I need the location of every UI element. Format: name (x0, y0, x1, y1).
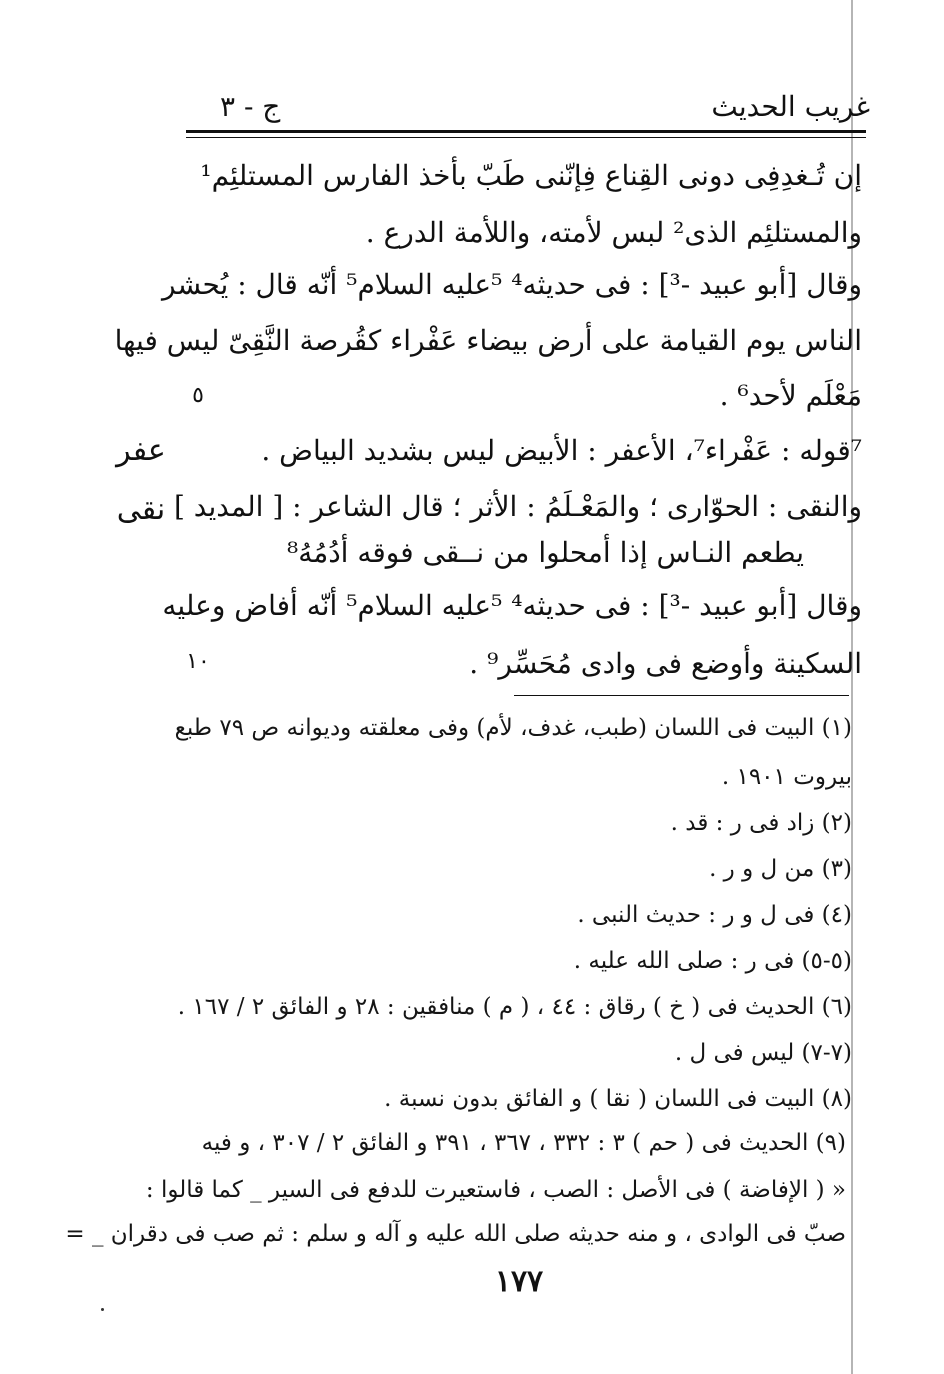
footnote-line-5: (٤) فى ل و ر : حديث النبى . (577, 902, 852, 928)
body-line-10: السكينة وأوضع فى وادى مُحَسِّر⁹ . (469, 647, 862, 680)
footnote-line-1: (١) البيت فى اللسان (طبب، غدف، لأم) وفى معلقته وديوانه ص ٧٩ طبع (174, 715, 852, 741)
footnote-separator (514, 695, 849, 696)
body-line-7: والنقى : الحوّارى ؛ والمَعْـلَمُ : الأثر ؛ قال الشاعر : [ المديد ] (173, 490, 862, 523)
body-line-2: والمستلئِم الذى² لبس لأمته، واللأمة الدرع . (365, 216, 862, 249)
header-thick-rule (186, 130, 866, 133)
footnote-line-2: بيروت ١٩٠١ . (721, 764, 852, 790)
footnote-line-7: (٦) الحديث فى ( خ ) رقاق : ٤٤ ، ( م ) منافقين : ٢٨ و الفائق ٢ / ١٦٧ . (177, 994, 852, 1020)
footnote-line-9: (٨) البيت فى اللسان ( نقا ) و الفائق بدون نسبة . (384, 1086, 852, 1112)
margin-keyword-naqi: نقى (116, 492, 166, 527)
line-number-10: ١٠ (186, 649, 210, 674)
footnote-line-6: (٥-٥) فى ر : صلى الله عليه . (573, 948, 852, 974)
running-header-volume: ج - ٣ (220, 90, 281, 123)
body-line-3: وقال [أبو عبيد -³] : فى حديثه⁴ ⁵عليه السلام⁵ أنّه قال : يُحشر (162, 268, 862, 301)
scan-dust-speck (101, 1308, 104, 1311)
body-line-5: مَعْلَم لأحد⁶ . (719, 379, 862, 412)
footnote-line-11: « ( الإفاضة ) فى الأصل : الصب ، فاستعيرت للدفع فى السير _ كما قالوا : (145, 1177, 846, 1203)
verse-line-medid: يطعم النـاس إذا أمحلوا من نــقى فوقه أدُمُهُ⁸ (286, 536, 804, 569)
scan-edge-line (851, 0, 853, 1374)
margin-keyword-afar: عفر (116, 433, 166, 468)
body-line-4: الناس يوم القيامة على أرض بيضاء عَفْراء كقُرصة النَّقِىّ ليس فيها (114, 324, 862, 357)
body-line-6: ⁷قوله : عَفْراء⁷، الأعفر : الأبيض ليس بشديد البياض . (261, 434, 862, 467)
footnote-line-10: (٩) الحديث فى ( حم ) ٣ : ٣٣٢ ، ٣٦٧ ، ٣٩١ و الفائق ٢ / ٣٠٧ ، و فيه (201, 1130, 846, 1156)
running-header-title: غريب الحديث (711, 90, 870, 123)
footnote-line-4: (٣) من ل و ر . (709, 856, 852, 882)
footnote-line-8: (٧-٧) ليس فى ل . (674, 1040, 852, 1066)
verse-line-opening: إن تُـغدِفِى دونى القِناع فِإنّنى طَبّ بأخذ الفارس المستلئِم¹ (200, 159, 862, 192)
footnote-line-3: (٢) زاد فى ر : قد . (670, 810, 852, 836)
line-number-5: ٥ (192, 383, 204, 408)
footnote-line-12: صبّ فى الوادى ، و منه حديثه صلى الله عليه و آله و سلم : ثم صب فى دقران _ = (65, 1221, 846, 1247)
body-line-9: وقال [أبو عبيد -³] : فى حديثه⁴ ⁵عليه السلام⁵ أنّه أفاض وعليه (162, 589, 862, 622)
header-thin-rule (186, 137, 866, 138)
page-number: ١٧٧ (494, 1264, 544, 1299)
